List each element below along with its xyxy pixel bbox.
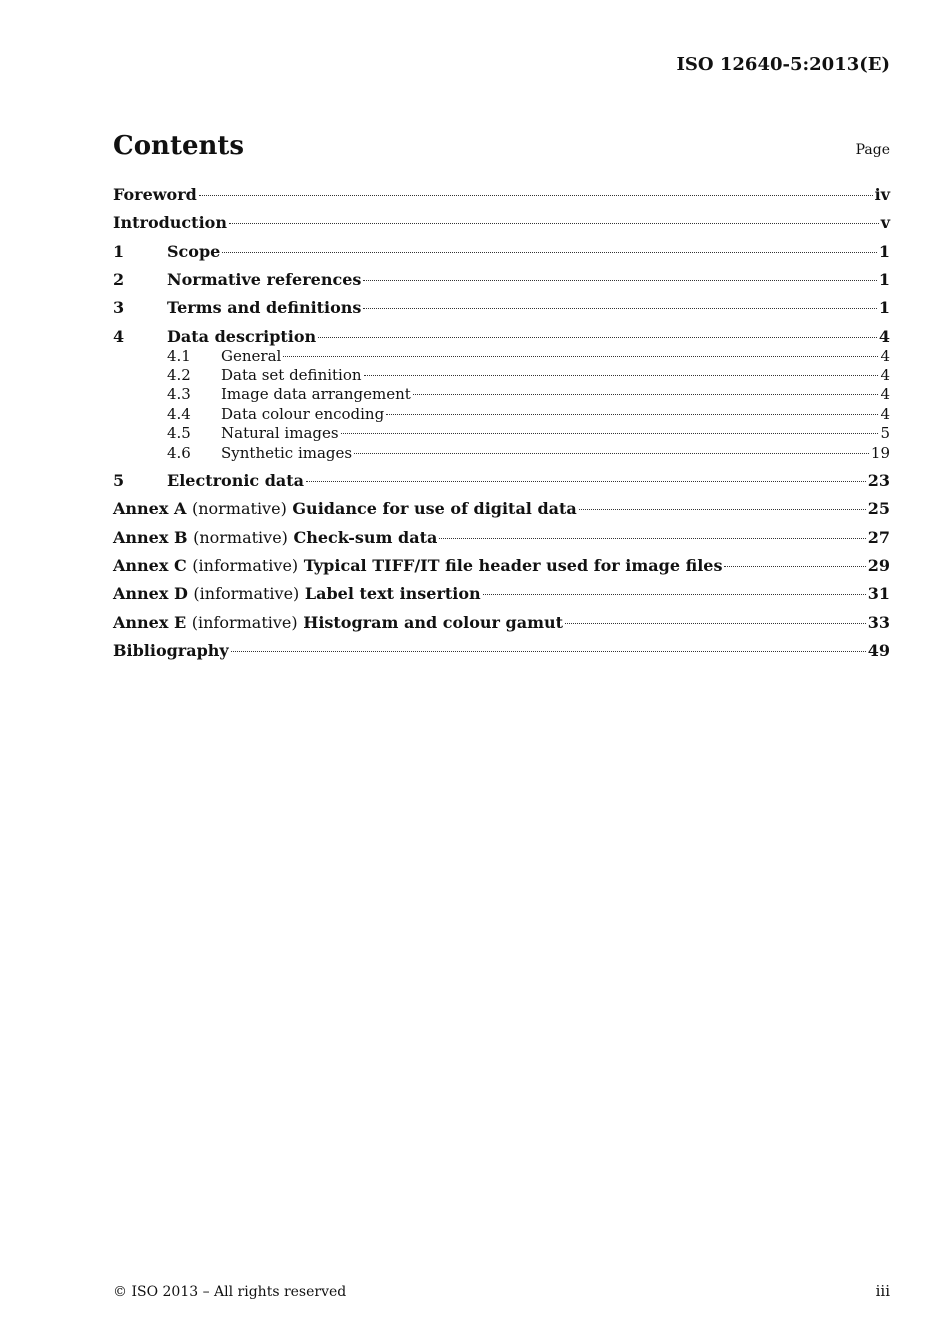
dot-leader	[354, 452, 869, 454]
toc-entry-number: 4.6	[167, 444, 191, 462]
toc-entry-foreword[interactable]	[113, 185, 890, 204]
dot-leader	[229, 222, 879, 224]
dot-leader	[724, 565, 865, 567]
dot-leader	[439, 537, 865, 539]
toc-subentry-natural-images[interactable]	[113, 424, 890, 442]
dot-leader	[386, 413, 878, 415]
contents-title: Contents	[113, 131, 245, 161]
toc-entry-page: 4	[880, 347, 890, 365]
toc-entry-title: Terms and definitions	[167, 298, 362, 317]
toc-entry-page: 31	[867, 584, 890, 603]
dot-leader	[363, 279, 876, 281]
toc-entry-scope[interactable]	[113, 242, 890, 261]
toc-entry-title: Data colour encoding	[221, 405, 385, 423]
dot-leader	[363, 307, 876, 309]
toc-subentry-image-data-arrangement[interactable]	[113, 385, 890, 403]
dot-leader	[565, 622, 866, 624]
toc-entry-annex-d[interactable]	[113, 584, 890, 603]
toc-entry-annex-b[interactable]	[113, 528, 890, 547]
toc-entry-terms-and-definitions[interactable]	[113, 298, 890, 317]
toc-entry-data-description[interactable]	[113, 327, 890, 346]
toc-entry-page: 25	[867, 499, 890, 518]
toc-entry-title	[113, 613, 563, 632]
toc-entry-title	[113, 556, 722, 575]
dot-leader	[483, 593, 866, 595]
toc-entry-page: v	[880, 213, 890, 232]
annex-type: (informative)	[193, 584, 300, 603]
toc-entry-title: Introduction	[113, 213, 227, 232]
dot-leader	[199, 194, 873, 196]
toc-entry-number: 4	[113, 327, 125, 346]
toc-entry-title: Natural images	[221, 424, 339, 442]
toc-entry-title	[113, 584, 481, 603]
toc-entry-annex-c[interactable]	[113, 556, 890, 575]
annex-title: Label text insertion	[304, 584, 481, 603]
toc-entry-title	[113, 528, 437, 547]
annex-type: (informative)	[191, 613, 298, 632]
toc-entry-page: 1	[878, 270, 890, 289]
dot-leader	[222, 251, 877, 253]
annex-title: Histogram and colour gamut	[303, 613, 564, 632]
annex-label: Annex D	[113, 584, 188, 603]
toc-entry-introduction[interactable]	[113, 213, 890, 232]
toc-entry-page: 1	[878, 298, 890, 317]
dot-leader	[231, 650, 866, 652]
toc-entry-title: Data description	[167, 327, 317, 346]
toc-entry-page: 4	[880, 366, 890, 384]
page-column-label: Page	[855, 142, 890, 158]
toc-entry-page: 23	[867, 471, 890, 490]
toc-entry-number: 1	[113, 242, 125, 261]
toc-entry-page: 29	[867, 556, 890, 575]
toc-entry-number: 4.4	[167, 405, 191, 423]
toc-entry-annex-a[interactable]	[113, 499, 890, 518]
annex-title: Guidance for use of digital data	[292, 499, 577, 518]
toc-entry-title: Scope	[167, 242, 221, 261]
toc-entry-title	[113, 499, 577, 518]
document-id: ISO 12640-5:2013(E)	[676, 54, 890, 75]
dot-leader	[579, 508, 866, 510]
annex-label: Annex E	[113, 613, 187, 632]
dot-leader	[283, 355, 878, 357]
toc-entry-title: Data set definition	[221, 366, 362, 384]
toc-entry-number: 5	[113, 471, 125, 490]
toc-subentry-data-set-definition[interactable]	[113, 366, 890, 384]
page-number: iii	[875, 1282, 890, 1300]
toc-entry-page: 19	[870, 444, 890, 462]
toc-entry-page: 49	[867, 641, 890, 660]
annex-label: Annex B	[113, 528, 188, 547]
toc-entry-number: 4.2	[167, 366, 191, 384]
annex-label: Annex A	[113, 499, 187, 518]
toc-entry-number: 3	[113, 298, 125, 317]
annex-title: Typical TIFF/IT file header used for image files	[303, 556, 723, 575]
toc-entry-title: Electronic data	[167, 471, 305, 490]
toc-entry-page: 27	[867, 528, 890, 547]
toc-entry-title: Bibliography	[113, 641, 229, 660]
toc-entry-number: 4.5	[167, 424, 191, 442]
toc-entry-normative-references[interactable]	[113, 270, 890, 289]
annex-type: (normative)	[193, 528, 288, 547]
annex-title: Check-sum data	[293, 528, 438, 547]
toc-entry-page: iv	[874, 185, 890, 204]
toc-entry-page: 4	[880, 385, 890, 403]
toc-subentry-general[interactable]	[113, 347, 890, 365]
dot-leader	[364, 374, 879, 376]
toc-entry-electronic-data[interactable]	[113, 471, 890, 490]
dot-leader	[413, 393, 879, 395]
toc-entry-page: 5	[880, 424, 890, 442]
annex-type: (informative)	[192, 556, 299, 575]
toc-entry-page: 33	[867, 613, 890, 632]
dot-leader	[318, 336, 877, 338]
toc-entry-number: 4.3	[167, 385, 191, 403]
toc-entry-bibliography[interactable]	[113, 641, 890, 660]
toc-entry-title: Foreword	[113, 185, 197, 204]
toc-subentry-data-colour-encoding[interactable]	[113, 405, 890, 423]
toc-entry-title: General	[221, 347, 282, 365]
dot-leader	[306, 480, 866, 482]
toc-entry-title: Image data arrangement	[221, 385, 411, 403]
toc-entry-number: 4.1	[167, 347, 191, 365]
copyright-notice: © ISO 2013 – All rights reserved	[113, 1284, 347, 1300]
toc-entry-number: 2	[113, 270, 125, 289]
toc-entry-page: 1	[878, 242, 890, 261]
dot-leader	[341, 432, 879, 434]
toc-entry-page: 4	[878, 327, 890, 346]
toc-subentry-synthetic-images[interactable]	[113, 444, 890, 462]
annex-type: (normative)	[191, 499, 287, 518]
toc-entry-annex-e[interactable]	[113, 613, 890, 632]
annex-label: Annex C	[113, 556, 187, 575]
toc-entry-page: 4	[880, 405, 890, 423]
toc-entry-title: Synthetic images	[221, 444, 353, 462]
toc-entry-title: Normative references	[167, 270, 362, 289]
